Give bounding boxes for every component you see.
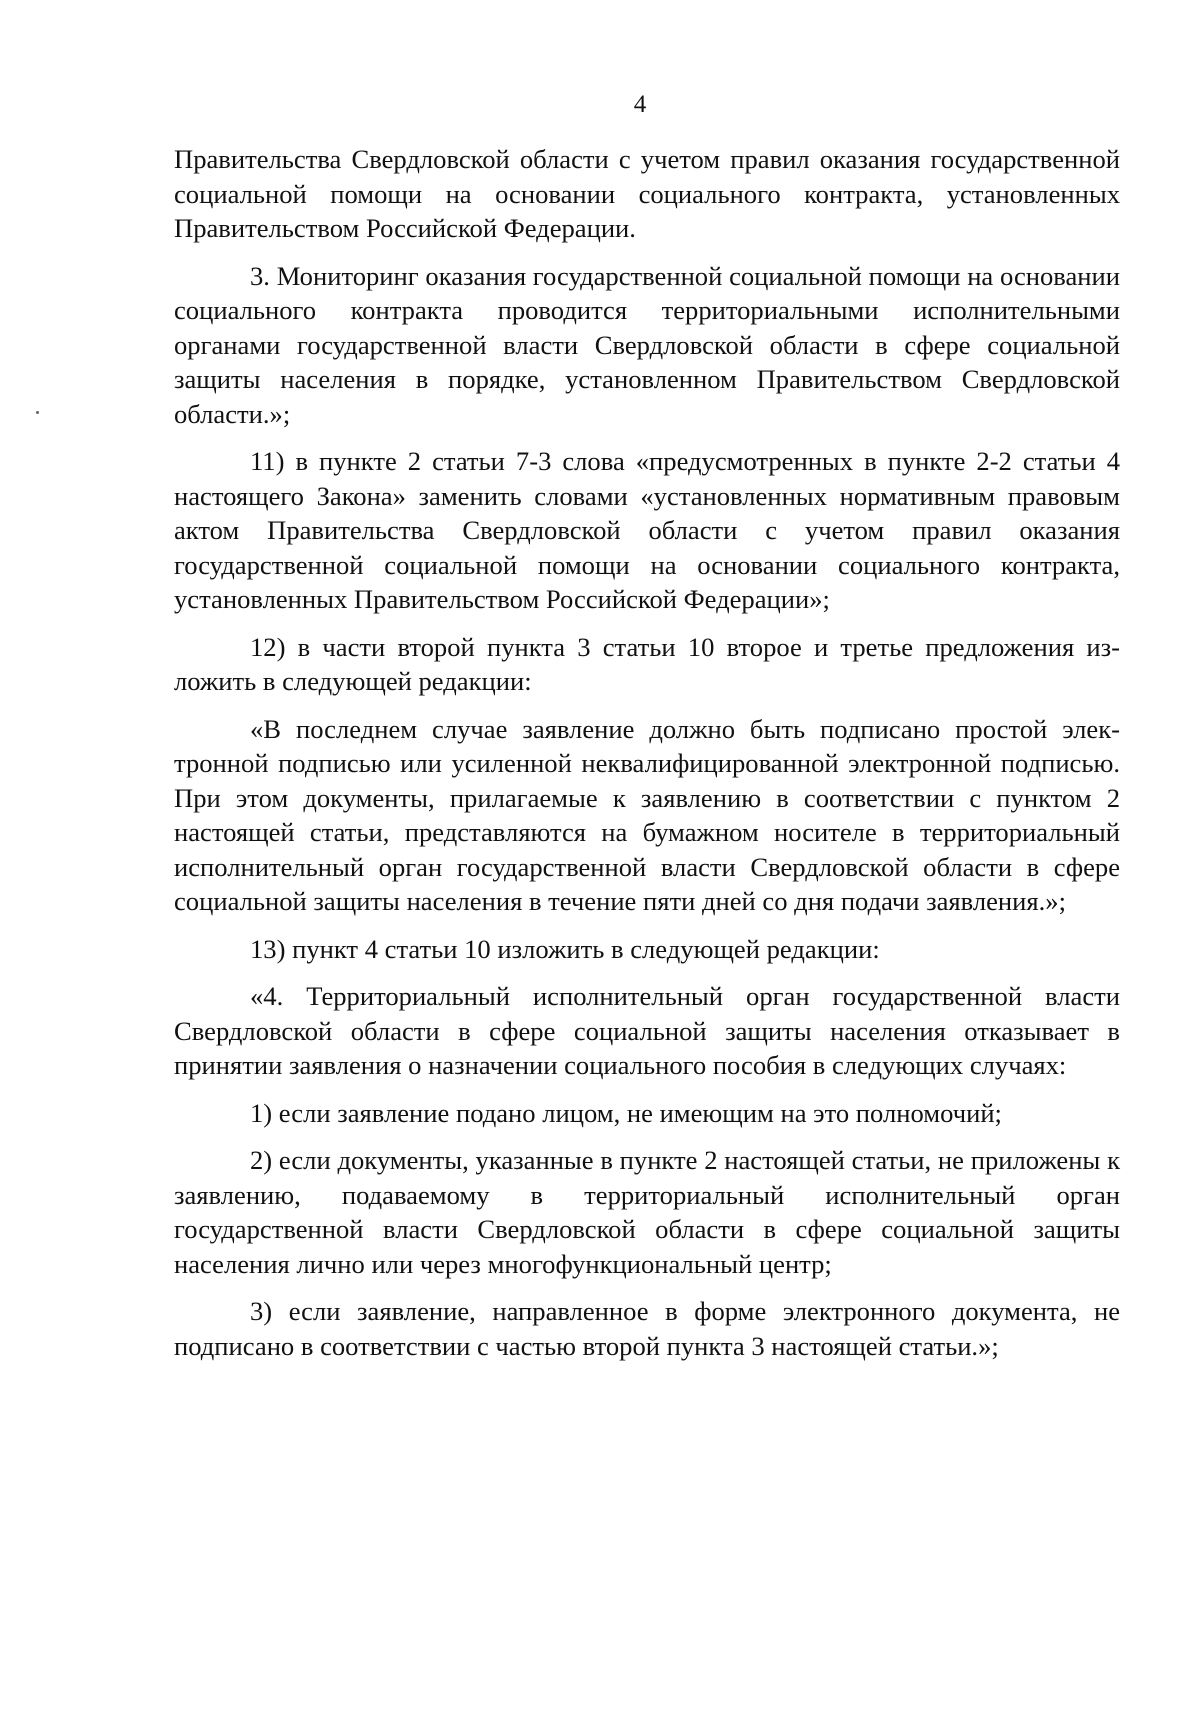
paragraph-clause-4: «4. Территориальный исполнительный орган государственной власти Свердловской области в сфере социальной защиты населения отказывает в принятии заявления о назначении социального пособия в следующих случаях: (174, 981, 1120, 1080)
paragraph-subitem-3: 3) если заявление, направленное в форме электронного документа, не подписано в соответствии с частью второй пункта 3 настоящей статьи.»; (174, 1296, 1120, 1361)
page-number: 4 (633, 91, 647, 118)
paragraph-quote-signature: «В последнем случае заявление должно быть подписано простой электронной подписью или усиленной неквалифицированной электронной подписью. При этом документы, прилагаемые к заявлению в соответствии с пунктом 2 настоящей статьи, представляются на бумажном носителе в территориальный исполнительный орган государственной власти Свердловской области в сфере социальной защиты населения в течение пяти дней со дня подачи заявления.»; (174, 713, 1120, 916)
paragraph-item-13: 13) пункт 4 статьи 10 изложить в следующей редакции: (250, 933, 880, 964)
paragraph-monitoring: 3. Мониторинг оказания государственной социальной помощи на основании социального контракта проводится территориальными исполнительными органами государственной власти Свердловской области в сфере социальной защиты населения в порядке, установленном Правительством Свердловской области.»; (174, 260, 1120, 429)
paragraph-subitem-1: 1) если заявление подано лицом, не имеющим на это полномочий; (250, 1097, 1002, 1128)
scan-speck (36, 411, 39, 414)
paragraph-item-12: 12) в части второй пункта 3 статьи 10 второе и третье предложения изложить в следующей редакции: (174, 631, 1120, 696)
paragraph-subitem-2: 2) если документы, указанные в пункте 2 настоящей статьи, не приложены к заявлению, подаваемому в территориальный исполнительный орган государственной власти Свердловской области в сфере социальной защиты населения лично или через многофункциональный центр; (174, 1145, 1120, 1279)
document-body (174, 142, 1120, 1376)
paragraph-item-11: 11) в пункте 2 статьи 7-3 слова «предусмотренных в пункте 2-2 статьи 4 настоящего Закона» заменить словами «установленных нормативным правовым актом Правительства Свердловской области с учетом правил оказания государственной социальной помощи на основании социального контракта, установленных Правительством Российской Федерации»; (174, 446, 1120, 614)
paragraph-continuation: Правительства Свердловской области с учетом правил оказания государственной социальной помощи на основании социального контракта, установленных Правительством Российской Федерации. (174, 144, 1120, 243)
